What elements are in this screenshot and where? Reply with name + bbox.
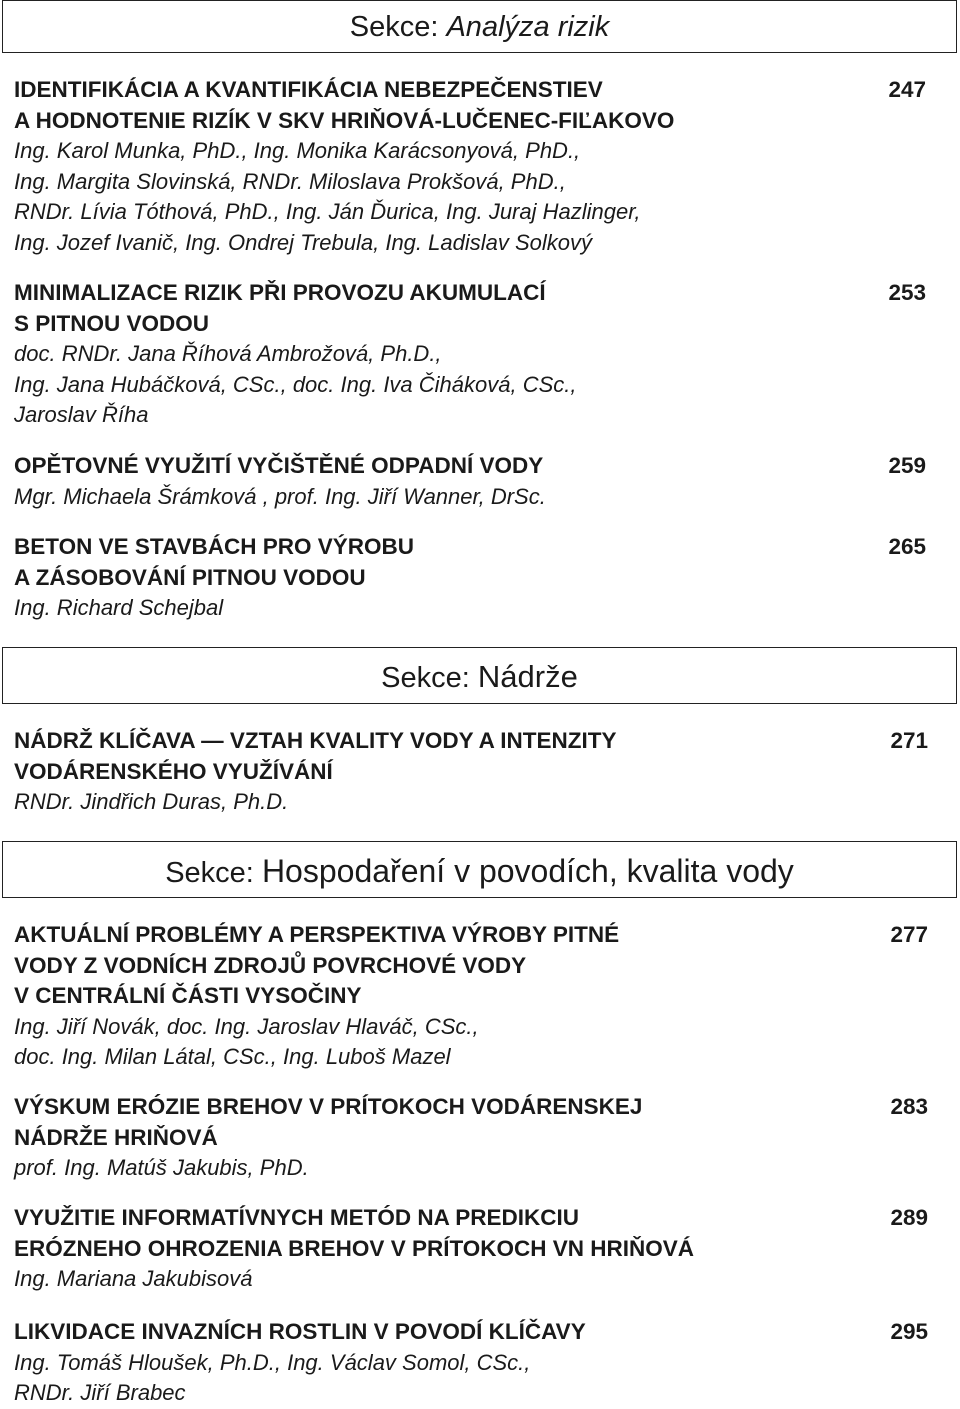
- toc-entry: [14, 1317, 944, 1409]
- entry-title-line: BETON VE STAVBÁCH PRO VÝROBU: [14, 534, 415, 559]
- entry-authors-line: Ing. Jiří Novák, doc. Ing. Jaroslav Hlaváč, CSc.,: [14, 1013, 479, 1039]
- entry-authors-line: Ing. Karol Munka, PhD., Ing. Monika Karácsonyová, PhD.,: [14, 138, 581, 163]
- entry-title-line: ERÓZNEHO OHROZENIA BREHOV V PRÍTOKOCH VN HRIŇOVÁ: [14, 1235, 695, 1261]
- entry-authors-line: RNDr. Jindřich Duras, Ph.D.: [14, 789, 289, 814]
- entry-title-line: NÁDRŽE HRIŇOVÁ: [14, 1124, 218, 1150]
- entry-title-line: OPĚTOVNÉ VYUŽITÍ VYČIŠTĚNÉ ODPADNÍ VODY: [14, 453, 544, 478]
- entry-page-number: 271: [890, 728, 928, 753]
- section-prefix: Sekce:: [381, 662, 470, 694]
- section-prefix: Sekce:: [349, 11, 439, 43]
- entry-page-number: 253: [888, 280, 926, 305]
- entry-title-line: AKTUÁLNÍ PROBLÉMY A PERSPEKTIVA VÝROBY PITNÉ: [14, 922, 620, 947]
- entry-authors-line: Ing. Margita Slovinská, RNDr. Miloslava Prokšová, PhD.,: [14, 168, 566, 194]
- toc-entry: [14, 1092, 944, 1184]
- entry-title-line: VÝSKUM ERÓZIE BREHOV V PRÍTOKOCH VODÁRENSKEJ: [14, 1094, 643, 1119]
- entry-title-line: V CENTRÁLNÍ ČÁSTI VYSOČINY: [14, 983, 362, 1008]
- entry-authors-line: Ing. Tomáš Hloušek, Ph.D., Ing. Václav Somol, CSc.,: [14, 1349, 531, 1375]
- toc-entry: [14, 1203, 944, 1295]
- entry-authors-line: doc. RNDr. Jana Říhová Ambrožová, Ph.D.,: [14, 341, 442, 366]
- entry-page-number: 277: [890, 922, 928, 947]
- section-header-analyza-rizik: [2, 0, 957, 53]
- section-prefix: Sekce:: [165, 857, 254, 889]
- entry-title-line: VYUŽITIE INFORMATÍVNYCH METÓD NA PREDIKCIU: [14, 1205, 580, 1230]
- toc-entry: [14, 726, 944, 818]
- entry-authors-line: Mgr. Michaela Šrámková , prof. Ing. Jiří Wanner, DrSc.: [14, 483, 546, 509]
- entry-authors-line: Ing. Mariana Jakubisová: [14, 1266, 253, 1291]
- entry-title-line: VODY Z VODNÍCH ZDROJŮ POVRCHOVÉ VODY: [14, 952, 527, 978]
- section-name: Analýza rizik: [446, 11, 610, 43]
- entry-title-line: MINIMALIZACE RIZIK PŘI PROVOZU AKUMULACÍ: [14, 280, 546, 305]
- toc-entry: [14, 532, 944, 624]
- section-header-hospodareni: [2, 841, 957, 898]
- entry-title-line: LIKVIDACE INVAZNÍCH ROSTLIN V POVODÍ KLÍČAVY: [14, 1319, 586, 1344]
- entry-title-line: A HODNOTENIE RIZÍK V SKV HRIŇOVÁ-LUČENEC-FIĽAKOVO: [14, 107, 675, 133]
- entry-page-number: 295: [890, 1319, 928, 1344]
- entry-authors-line: Jaroslav Říha: [14, 402, 149, 427]
- entry-authors-line: Ing. Jana Hubáčková, CSc., doc. Ing. Iva Čiháková, CSc.,: [14, 371, 577, 397]
- entry-authors-line: RNDr. Jiří Brabec: [14, 1380, 186, 1405]
- toc-entry: [14, 278, 944, 431]
- entry-title-line: A ZÁSOBOVÁNÍ PITNOU VODOU: [14, 564, 366, 590]
- toc-entry: [14, 920, 944, 1073]
- entry-authors-line: Ing. Richard Schejbal: [14, 595, 224, 620]
- entry-page-number: 289: [890, 1205, 928, 1230]
- section-header-nadrze: [2, 647, 957, 704]
- entry-page-number: 247: [888, 77, 926, 102]
- section-name: Nádrže: [477, 659, 578, 694]
- toc-entry: [14, 75, 944, 258]
- entry-authors-line: prof. Ing. Matúš Jakubis, PhD.: [14, 1155, 309, 1180]
- entry-title-line: NÁDRŽ KLÍČAVA — VZTAH KVALITY VODY A INTENZITY: [14, 728, 617, 753]
- toc-entry: [14, 451, 944, 512]
- entry-title-line: IDENTIFIKÁCIA A KVANTIFIKÁCIA NEBEZPEČENSTIEV: [14, 77, 603, 102]
- entry-page-number: 265: [888, 534, 926, 559]
- entry-title-line: VODÁRENSKÉHO VYUŽÍVÁNÍ: [14, 758, 333, 784]
- entry-authors-line: doc. Ing. Milan Látal, CSc., Ing. Luboš Mazel: [14, 1044, 451, 1069]
- entry-authors-line: RNDr. Lívia Tóthová, PhD., Ing. Ján Ďurica, Ing. Juraj Hazlinger,: [14, 199, 641, 224]
- entry-page-number: 283: [890, 1094, 928, 1119]
- entry-page-number: 259: [888, 453, 926, 478]
- section-name: Hospodaření v povodích, kvalita vody: [261, 853, 794, 889]
- entry-authors-line: Ing. Jozef Ivanič, Ing. Ondrej Trebula, Ing. Ladislav Solkový: [14, 229, 593, 255]
- entry-title-line: S PITNOU VODOU: [14, 310, 210, 336]
